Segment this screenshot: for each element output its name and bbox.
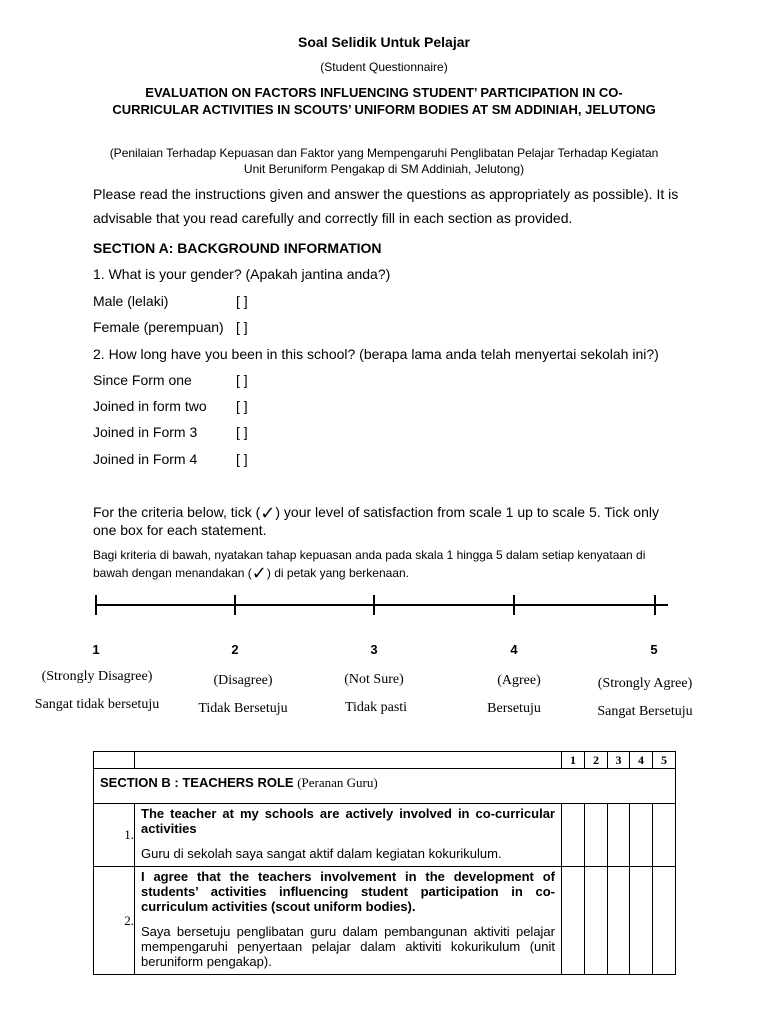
scale-label-ms: Tidak pasti — [344, 700, 408, 715]
questionnaire-heading: EVALUATION ON FACTORS INFLUENCING STUDENT’ PARTICIPATION IN CO-CURRICULAR ACTIVITIES IN SCOUTS’ UNIFORM BODIES AT SM ADDINIAH, JELUTONG — [112, 85, 656, 117]
section-a-title: SECTION A: BACKGROUND INFORMATION — [93, 240, 382, 256]
rating-cell-4[interactable] — [630, 867, 653, 975]
rating-cell-5[interactable] — [653, 867, 676, 975]
table-row — [94, 867, 676, 975]
scale-number: 4 — [510, 642, 518, 657]
checkbox[interactable]: [ ] — [236, 319, 248, 335]
question-number: 1. — [94, 804, 135, 867]
checkmark-icon: ✓ — [260, 503, 276, 523]
questionnaire-heading-malay: (Penilaian Terhadap Kepuasan dan Faktor yang Mempengaruhi Penglibatan Pelajar Terhadap Kegiatan Unit Beruniform Pengakap di SM Addiniah, Jelutong) — [109, 146, 659, 176]
scale-label-ms: Bersetuju — [487, 701, 541, 716]
scale-tick — [373, 595, 375, 615]
rating-cell-1[interactable] — [562, 867, 585, 975]
duration-option-form4[interactable] — [93, 451, 393, 471]
scale-label-ms: Tidak Bersetuju — [198, 701, 288, 716]
duration-option-form2[interactable] — [93, 398, 393, 418]
gender-option-female[interactable] — [93, 319, 393, 339]
rating-cell-4[interactable] — [630, 804, 653, 867]
rating-cell-3[interactable] — [608, 867, 630, 975]
criteria-instructions: For the criteria below, tick (✓) your level of satisfaction from scale 1 up to scale 5. Tick only one box for each statement. — [93, 503, 659, 538]
duration-question: 2. How long have you been in this school? (berapa lama anda telah menyertai sekolah ini?) — [93, 346, 659, 362]
scale-label-ms: Sangat Bersetuju — [597, 704, 693, 719]
scale-label-en: (Disagree) — [213, 673, 273, 688]
checkbox[interactable]: [ ] — [236, 451, 248, 467]
question-text-ms: Guru di sekolah saya sangat aktif dalam kegiatan kokurikulum. — [141, 846, 502, 861]
scale-label-en: (Strongly Agree) — [597, 676, 693, 691]
option-label: Joined in Form 3 — [93, 424, 198, 440]
scale-line — [95, 604, 668, 606]
checkbox[interactable]: [ ] — [236, 372, 248, 388]
instructions: Please read the instructions given and answer the questions as appropriately as possible). It is advisable that you read carefully and correctly fill in each section as provided. — [93, 186, 679, 226]
scale-tick — [234, 595, 236, 615]
page-title: Soal Selidik Untuk Pelajar — [298, 34, 470, 50]
rating-cell-5[interactable] — [653, 804, 676, 867]
option-label: Joined in Form 4 — [93, 451, 198, 467]
page-subtitle: (Student Questionnaire) — [320, 60, 448, 74]
table-row — [94, 804, 676, 867]
checkmark-icon: ✓ — [251, 563, 267, 583]
section-b-row — [94, 769, 676, 804]
rating-cell-2[interactable] — [585, 804, 608, 867]
scale-number: 1 — [92, 642, 100, 657]
table-header-row — [94, 752, 676, 769]
teachers-role-table — [93, 751, 676, 975]
scale-column-header: 5 — [653, 752, 676, 769]
rating-cell-2[interactable] — [585, 867, 608, 975]
checkbox[interactable]: [ ] — [236, 424, 248, 440]
question-number: 2. — [94, 867, 135, 975]
scale-column-header: 3 — [608, 752, 630, 769]
option-label: Female (perempuan) — [93, 319, 224, 335]
option-label: Male (lelaki) — [93, 293, 169, 309]
scale-label-ms: Sangat tidak bersetuju — [34, 697, 160, 712]
scale-column-header: 4 — [630, 752, 653, 769]
rating-cell-3[interactable] — [608, 804, 630, 867]
option-label: Since Form one — [93, 372, 192, 388]
duration-option-form1[interactable] — [93, 372, 393, 392]
scale-label-en: (Strongly Disagree) — [41, 669, 153, 684]
scale-column-header: 1 — [562, 752, 585, 769]
scale-label-en: (Agree) — [497, 673, 541, 688]
section-b-title: SECTION B : TEACHERS ROLE (Peranan Guru) — [94, 769, 676, 804]
scale-label-en: (Not Sure) — [344, 672, 404, 687]
question-text — [135, 867, 562, 975]
rating-cell-1[interactable] — [562, 804, 585, 867]
checkbox[interactable]: [ ] — [236, 398, 248, 414]
checkbox[interactable]: [ ] — [236, 293, 248, 309]
option-label: Joined in form two — [93, 398, 207, 414]
scale-number: 3 — [370, 642, 378, 657]
question-text-ms: Saya bersetuju penglibatan guru dalam pembangunan aktiviti pelajar mempengaruhi penyertaan pelajar dalam aktiviti kokurikulum (unit beruniform pengakap). — [141, 924, 555, 969]
gender-option-male[interactable] — [93, 293, 393, 313]
scale-tick — [654, 595, 656, 615]
question-text-en: I agree that the teachers involvement in the development of students’ activities influencing student participation in co-curriculum activities (scout uniform bodies). — [141, 869, 555, 914]
duration-option-form3[interactable] — [93, 424, 393, 444]
criteria-instructions-malay: Bagi kriteria di bawah, nyatakan tahap kepuasan anda pada skala 1 hingga 5 dalam setiap kenyataan di bawah dengan menandakan (✓) di petak yang berkenaan. — [93, 548, 646, 583]
scale-tick — [95, 595, 97, 615]
question-text — [135, 804, 562, 867]
scale-column-header: 2 — [585, 752, 608, 769]
question-text-en: The teacher at my schools are actively involved in co-curricular activities — [141, 806, 555, 836]
scale-tick — [513, 595, 515, 615]
scale-number: 2 — [231, 642, 239, 657]
scale-number: 5 — [650, 642, 658, 657]
gender-question: 1. What is your gender? (Apakah jantina anda?) — [93, 266, 391, 282]
